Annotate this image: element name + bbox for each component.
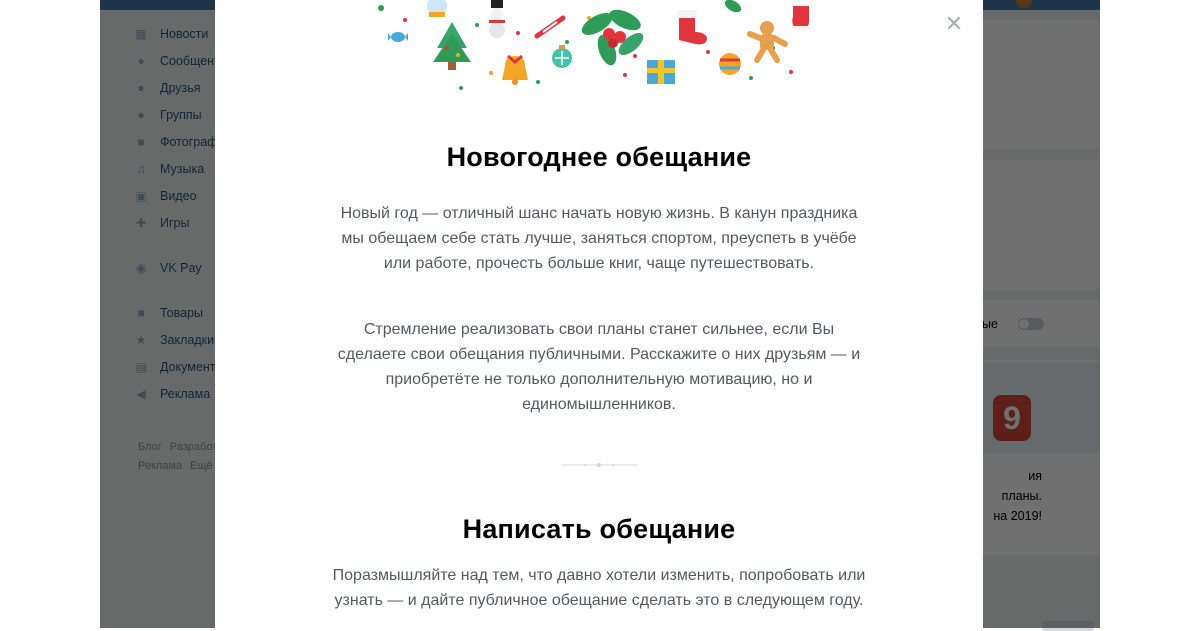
candy-icon xyxy=(388,32,408,42)
snowman-icon xyxy=(489,0,505,38)
leaf-icon xyxy=(723,0,744,15)
striped-ornament-icon xyxy=(719,53,741,75)
christmas-decorations xyxy=(215,0,983,100)
promise-modal xyxy=(215,0,983,628)
section-text: Поразмышляйте над тем, что давно хотели изменить, попробовать или узнать — и дайте публичное обещание сделать это в следующем году. xyxy=(332,567,866,609)
motivation-text: Стремление реализовать свои планы станет сильнее, если Вы сделаете свои обещания публичными. Расскажите о них друзьям — и приобретёте не только дополнительную мотивацию, но и единомышленников. xyxy=(337,321,861,413)
gift-icon xyxy=(647,60,675,84)
snow-globe-icon xyxy=(427,0,447,17)
intro-text: Новый год — отличный шанс начать новую жизнь. В канун праздника мы обещаем себе стать лучше, заняться спортом, преуспеть в учёбе или работе, прочесть больше книг, чаще путешествовать. xyxy=(340,205,858,272)
gingerbread-man-icon xyxy=(750,21,785,60)
stocking-icon xyxy=(677,10,707,44)
section-title: Написать обещание xyxy=(462,514,736,544)
holly-icon xyxy=(578,6,647,68)
christmas-tree-icon xyxy=(433,22,471,70)
ornament-divider xyxy=(561,462,637,468)
mitten-icon xyxy=(792,6,810,30)
close-icon[interactable]: ✕ xyxy=(944,11,964,36)
ornament-icon xyxy=(552,45,572,68)
bell-icon xyxy=(502,56,528,85)
candy-cane-icon xyxy=(537,18,563,36)
modal-title: Новогоднее обещание xyxy=(446,142,752,172)
